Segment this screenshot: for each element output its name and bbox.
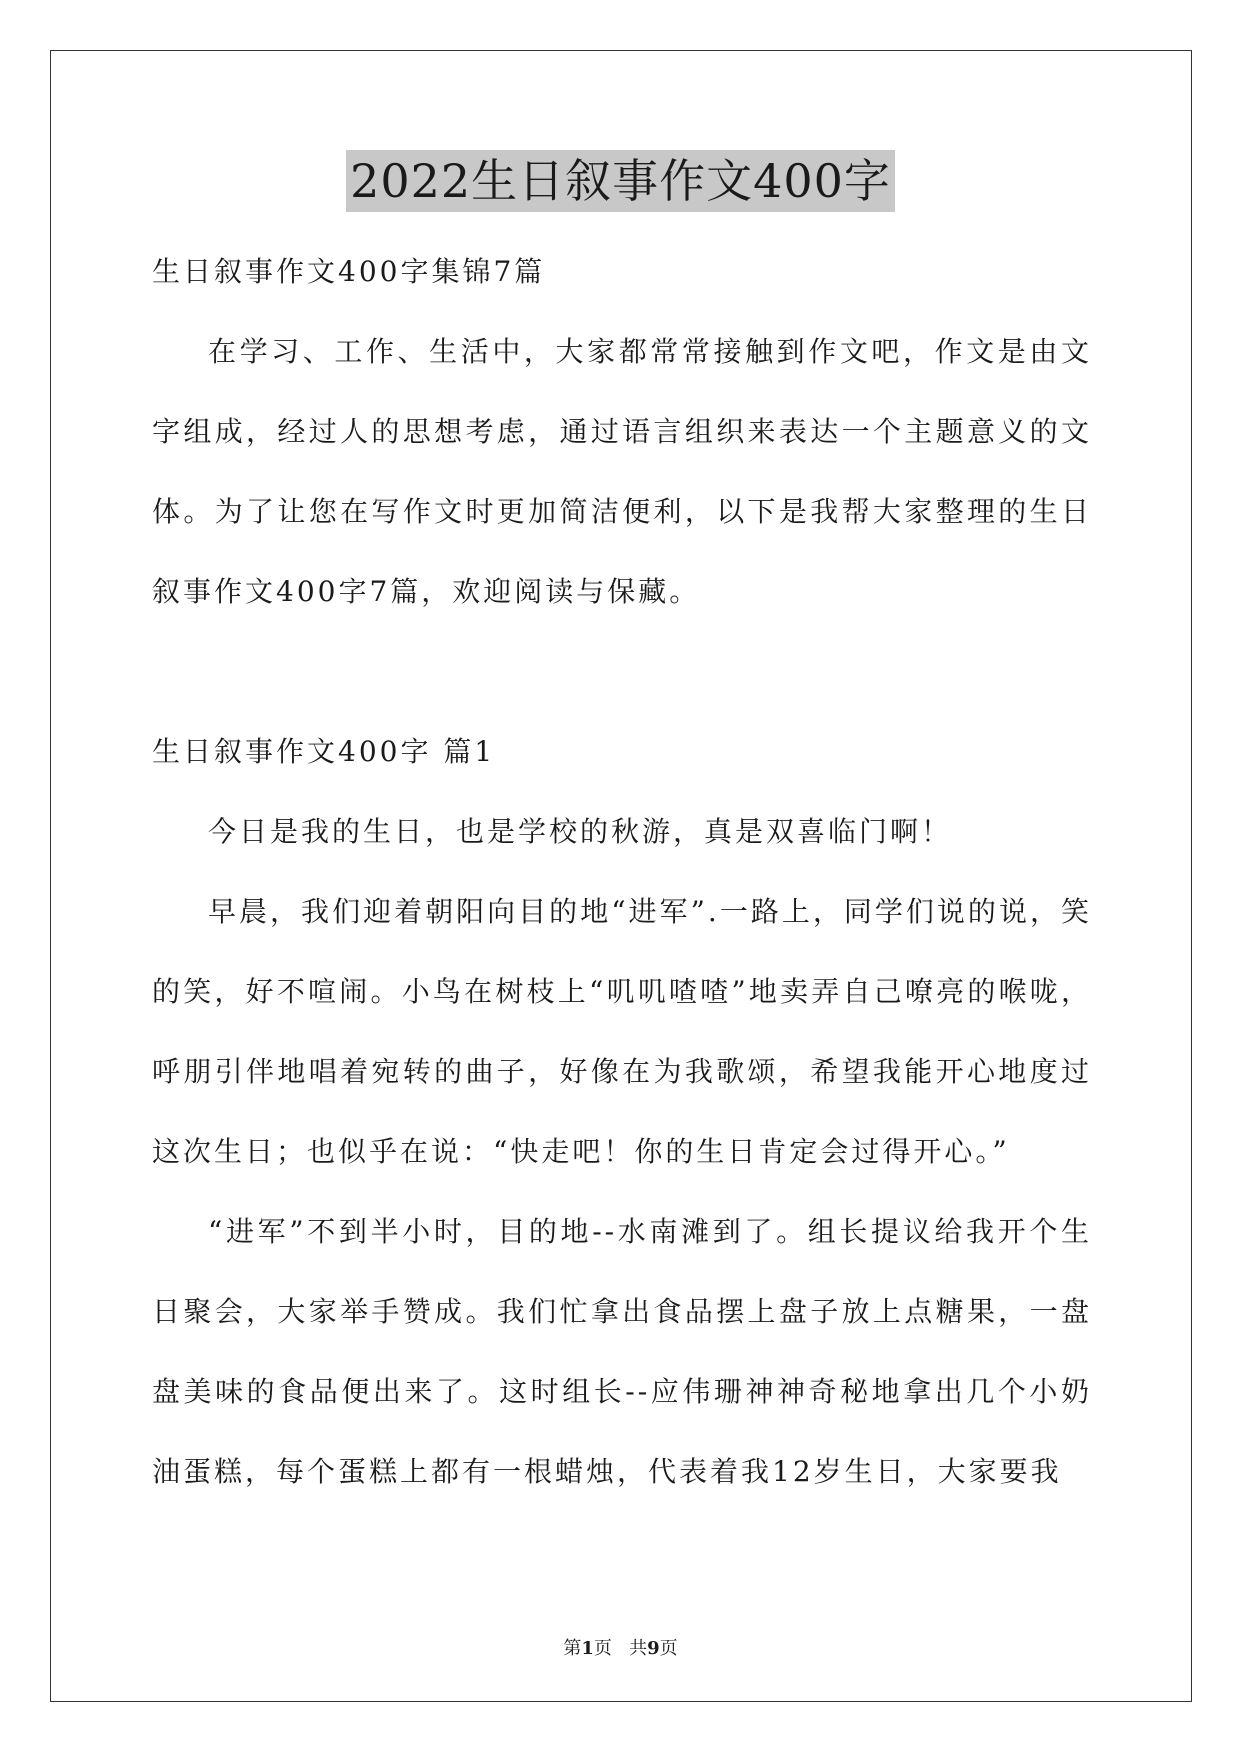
section-spacer [152, 632, 1092, 712]
footer-page-number: 1 [581, 1638, 594, 1659]
body-paragraph: 今日是我的生日，也是学校的秋游，真是双喜临门啊！ [208, 815, 953, 848]
footer-total-pages: 9 [647, 1638, 660, 1659]
intro-paragraph: 在学习、工作、生活中，大家都常常接触到作文吧，作文是由文字组成，经过人的思想考虑，通过语言组织来表达一个主题意义的文体。为了让您在写作文时更加简洁便利，以下是我帮大家整理的生日叙事作文400字7篇，欢迎阅读与保藏。 [152, 335, 1092, 608]
footer-prefix: 第 [563, 1638, 582, 1659]
document-title-text: 2022生日叙事作文400字 [346, 150, 895, 212]
footer-middle: 页 共 [593, 1638, 648, 1659]
document-body [152, 232, 1092, 1512]
body-paragraph: 早晨，我们迎着朝阳向目的地“进军”.一路上，同学们说的说，笑的笑，好不喧闹。小鸟在树枝上“叽叽喳喳”地卖弄自己嘹亮的喉咙，呼朋引伴地唱着宛转的曲子，好像在为我歌颂，希望我能开心地度过这次生日；也似乎在说：“快走吧！你的生日肯定会过得开心。” [152, 895, 1092, 1168]
body-paragraph: “进军”不到半小时，目的地--水南滩到了。组长提议给我开个生日聚会，大家举手赞成。我们忙拿出食品摆上盘子放上点糖果，一盘盘美味的食品便出来了。这时组长--应伟珊神神奇秘地拿出几个小奶油蛋糕，每个蛋糕上都有一根蜡烛，代表着我12岁生日，大家要我 [152, 1215, 1092, 1488]
document-title [0, 150, 1241, 212]
section-heading: 生日叙事作文400字 篇1 [152, 735, 496, 768]
collection-subtitle: 生日叙事作文400字集锦7篇 [152, 255, 546, 288]
page-footer [0, 1634, 1241, 1660]
footer-suffix: 页 [659, 1638, 678, 1659]
